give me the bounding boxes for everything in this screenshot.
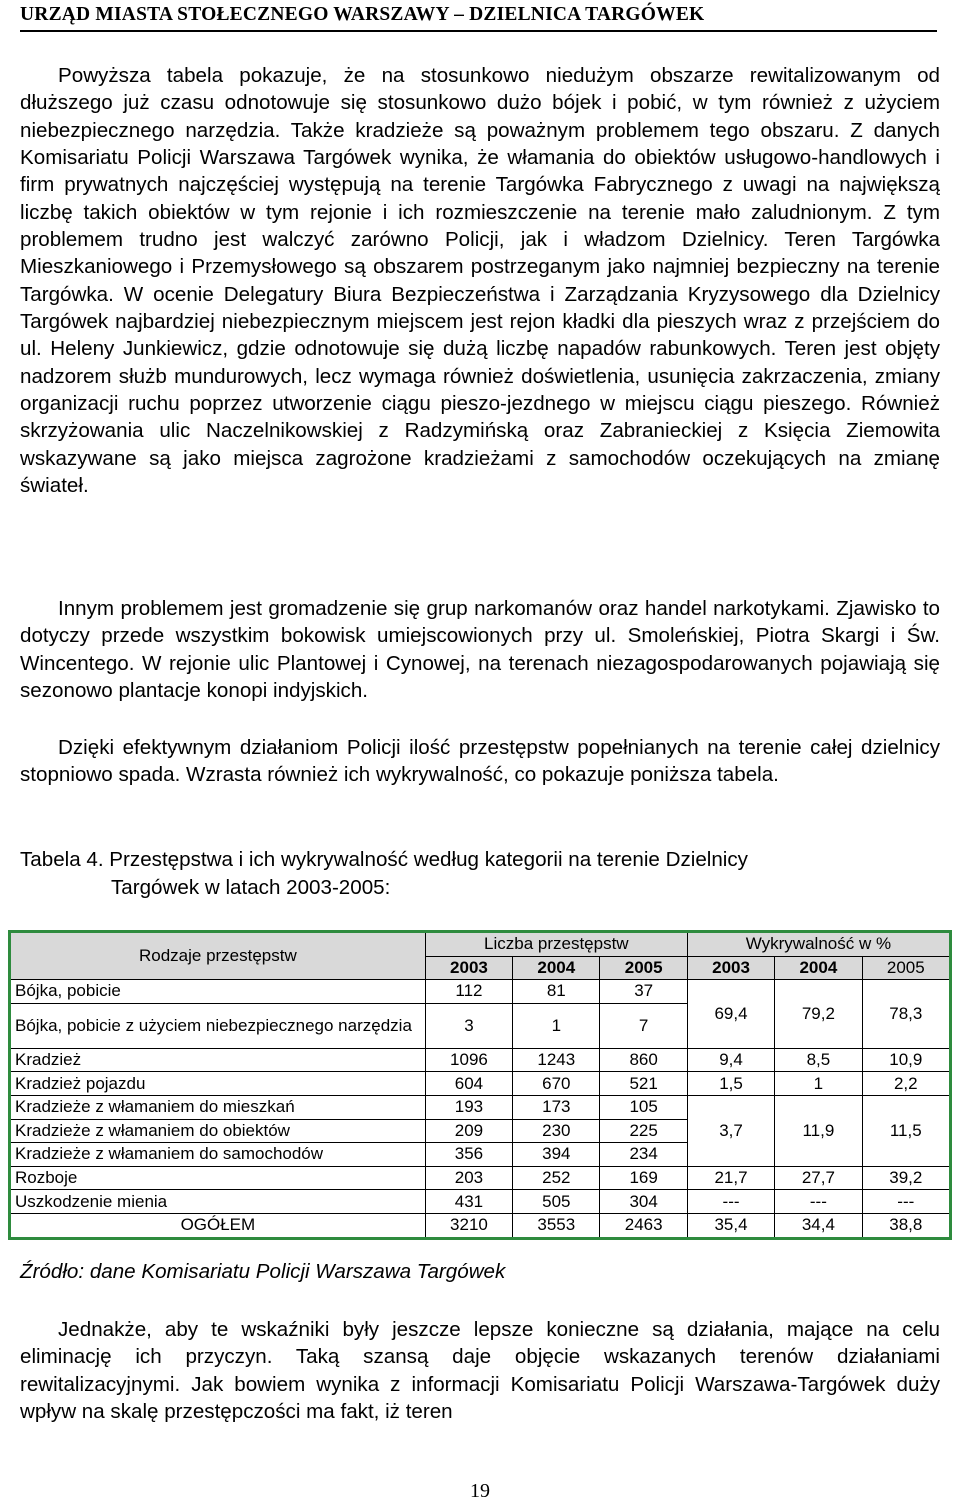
caption-line-1: Tabela 4. Przestępstwa i ich wykrywalność według kategorii na terenie Dzielnicy [20,848,748,871]
cell: 431 [425,1190,512,1214]
cell: 304 [600,1190,687,1214]
cell: 11,9 [775,1095,862,1166]
year-header: 2005 [862,956,950,980]
cell: --- [775,1190,862,1214]
cell: 209 [425,1119,512,1143]
cell: 521 [600,1072,687,1096]
closing-paragraph: Jednakże, aby te wskaźniki były jeszcze lepsze konieczne są działania, mające na celu eliminację ich przyczyn. Taką szansą daje objęcie wskazanych terenów działaniami rewitalizacyjnymi. Jak bowiem wynika z informacji Komisariatu Policji Warszawa-Targówek duży wpływ na skalę przestępczości ma fakt, iż teren [20,1318,940,1424]
column-header-categories: Rodzaje przestępstw [10,932,426,980]
cell: 2463 [600,1213,687,1238]
row-label: Kradzieże z włamaniem do mieszkań [10,1095,426,1119]
page-number: 19 [470,1480,490,1502]
cell: 34,4 [775,1213,862,1238]
cell: 1,5 [687,1072,774,1096]
cell: 3553 [513,1213,600,1238]
cell: 78,3 [862,980,950,1049]
row-label: Bójka, pobicie [10,980,426,1004]
cell: 356 [425,1143,512,1167]
cell: 394 [513,1143,600,1167]
total-label: OGÓŁEM [10,1213,426,1238]
table-total-row [10,1213,951,1238]
year-header: 2003 [425,956,512,980]
table-row [10,980,951,1004]
row-label: Kradzieże z włamaniem do samochodów [10,1143,426,1167]
table-row [10,1048,951,1072]
cell: 9,4 [687,1048,774,1072]
page-header: URZĄD MIASTA STOŁECZNEGO WARSZAWY – DZIELNICA TARGÓWEK [20,4,705,25]
paragraph-1: Powyższa tabela pokazuje, że na stosunkowo niedużym obszarze rewitalizowanym od dłuższego już czasu odnotowuje się stosunkowo dużo bójek i pobić, w tym również z użyciem niebezpiecznego narzędzia. Także kradzieże są poważnym problemem tego obszaru. Z danych Komisariatu Policji Warszawa Targówek wynika, że włamania do obiektów usługowo-handlowych i firm prywatnych najczęściej występują na terenie Targówka Fabrycznego z uwagi na największą liczbę takich obiektów w tym rejonie i ich rozmieszczenie na terenie mało zaludnionym. Z tym problemem trudno jest walczyć zarówno Policji, jak i władzom Dzielnicy. Teren Targówka Mieszkaniowego i Przemysłowego są obszarem postrzeganym jako najmniej bezpieczny na terenie Targówka. W ocenie Delegatury Biura Bezpieczeństwa i Zarządzania Kryzysowego dla Dzielnicy Targówek najbardziej niebezpiecznym miejscem jest rejon kładki dla pieszych wraz z przejściem do ul. Heleny Junkiewicz, gdzie odnotowuje się dużą liczbę napadów rabunkowych. Teren jest objęty nadzorem służb mundurowych, lecz wymaga również doświetlenia, usunięcia zakrzaczenia, zmiany organizacji ruchu poprzez utworzenie ciągu pieszo-jezdnego w miejscu ciągu pieszego. Również skrzyżowania ulic Naczelnikowskiej z Radzymińską oraz Zabranieckiej z Księcia Ziemowita wskazywane są jako miejsca zagrożone kradzieżami z samochodów oczekujących na zmianę świateł. [20,64,940,498]
cell: 169 [600,1166,687,1190]
year-header: 2004 [513,956,600,980]
cell: 193 [425,1095,512,1119]
cell: 1243 [513,1048,600,1072]
cell: 21,7 [687,1166,774,1190]
paragraph-3: Dzięki efektywnym działaniom Policji ilość przestępstw popełnianych na terenie całej dzielnicy stopniowo spada. Wzrasta również ich wykrywalność, co pokazuje poniższa tabela. [20,736,940,787]
year-header: 2004 [775,956,862,980]
cell: 2,2 [862,1072,950,1096]
cell: 39,2 [862,1166,950,1190]
caption-line-2: Targówek w latach 2003-2005: [111,876,391,899]
cell: 37 [600,980,687,1004]
group-header-detection: Wykrywalność w % [687,932,950,957]
table-row [10,1190,951,1214]
cell: 7 [600,1003,687,1048]
cell: 3,7 [687,1095,774,1166]
cell: 505 [513,1190,600,1214]
cell: 27,7 [775,1166,862,1190]
row-label: Kradzież [10,1048,426,1072]
cell: 105 [600,1095,687,1119]
cell: 35,4 [687,1213,774,1238]
cell: 252 [513,1166,600,1190]
cell: --- [862,1190,950,1214]
row-label: Kradzieże z włamaniem do obiektów [10,1119,426,1143]
cell: 860 [600,1048,687,1072]
cell: 604 [425,1072,512,1096]
cell: 3 [425,1003,512,1048]
cell: 38,8 [862,1213,950,1238]
cell: 1 [513,1003,600,1048]
cell: 1 [775,1072,862,1096]
table-header-row [10,932,951,957]
table-row [10,1166,951,1190]
table-caption [20,846,940,902]
cell: 670 [513,1072,600,1096]
cell: 79,2 [775,980,862,1049]
group-header-counts: Liczba przestępstw [425,932,687,957]
cell: 112 [425,980,512,1004]
year-header: 2003 [687,956,774,980]
cell: 8,5 [775,1048,862,1072]
cell: 81 [513,980,600,1004]
row-label: Bójka, pobicie z użyciem niebezpiecznego narzędzia [10,1003,426,1048]
cell: 203 [425,1166,512,1190]
year-header: 2005 [600,956,687,980]
cell: 3210 [425,1213,512,1238]
header-rule [20,30,937,32]
cell: 69,4 [687,980,774,1049]
table-source: Źródło: dane Komisariatu Policji Warszawa Targówek [20,1260,506,1283]
cell: 11,5 [862,1095,950,1166]
cell: 230 [513,1119,600,1143]
row-label: Uszkodzenie mienia [10,1190,426,1214]
cell: --- [687,1190,774,1214]
row-label: Rozboje [10,1166,426,1190]
table-row [10,1095,951,1119]
row-label: Kradzież pojazdu [10,1072,426,1096]
crime-table [8,930,952,1240]
cell: 1096 [425,1048,512,1072]
cell: 225 [600,1119,687,1143]
cell: 173 [513,1095,600,1119]
cell: 10,9 [862,1048,950,1072]
paragraph-2: Innym problemem jest gromadzenie się grup narkomanów oraz handel narkotykami. Zjawisko to dotyczy przede wszystkim bokowisk umiejscowionych przy ul. Smoleńskiej, Piotra Skargi i Św. Wincentego. W rejonie ulic Plantowej i Cynowej, na terenach niezagospodarowanych pojawiają się sezonowo plantacje konopi indyjskich. [20,597,940,703]
cell: 234 [600,1143,687,1167]
table-row [10,1072,951,1096]
